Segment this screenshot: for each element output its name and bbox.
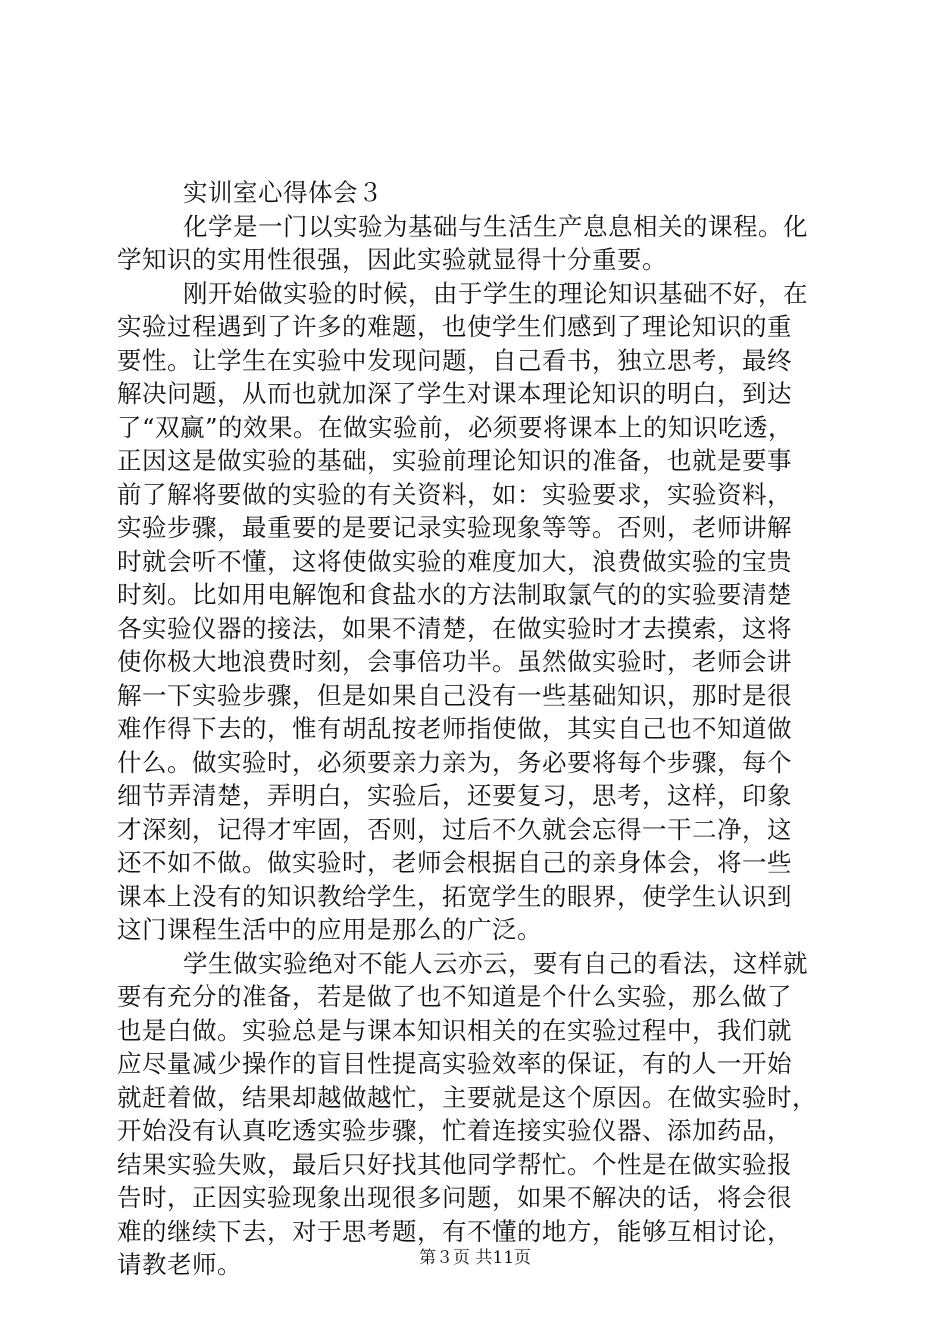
paragraph-line: 开始没有认真吃透实验步骤，忙着连接实验仪器、添加药品， [117, 1116, 792, 1145]
paragraph-line: 实验过程遇到了许多的难题，也使学生们感到了理论知识的重 [117, 312, 792, 341]
paragraph-line: 使你极大地浪费时刻，会事倍功半。虽然做实验时，老师会讲 [117, 647, 792, 676]
paragraph-line: 各实验仪器的接法，如果不清楚，在做实验时才去摸索，这将 [117, 613, 792, 643]
paragraph-line: 正因这是做实验的基础，实验前理论知识的准备，也就是要事 [117, 446, 792, 475]
paragraph-line: 实验步骤，最重要的是要记录实验现象等等。否则，老师讲解 [117, 513, 792, 542]
paragraph-line: 了“双赢”的效果。在做实验前，必须要将课本上的知识吃透， [117, 412, 794, 442]
paragraph-line: 应尽量减少操作的盲目性提高实验效率的保证，有的人一开始 [117, 1049, 792, 1078]
paragraph-1 [117, 210, 849, 277]
paragraph-line: 学生做实验绝对不能人云亦云，要有自己的看法，这样就 [183, 948, 808, 978]
paragraph-line: 还不如不做。做实验时，老师会根据自己的亲身体会，将一些 [117, 848, 792, 877]
paragraph-line: 细节弄清楚，弄明白，实验后，还要复习，思考，这样，印象 [117, 781, 792, 810]
page-number-footer: 第３页 共11页 [418, 1248, 532, 1268]
paragraph-line: 这门课程生活中的应用是那么的广泛。 [117, 915, 542, 944]
paragraph-line: 要性。让学生在实验中发现问题，自己看书，独立思考，最终 [117, 345, 792, 375]
paragraph-line: 时就会听不懂，这将使做实验的难度加大，浪费做实验的宝贵 [117, 546, 792, 576]
document-body [117, 176, 849, 1282]
paragraph-line: 解决问题，从而也就加深了学生对课本理论知识的明白，到达 [117, 379, 792, 408]
paragraph-line: 也是白做。实验总是与课本知识相关的在实验过程中，我们就 [117, 1015, 792, 1045]
paragraph-line: 告时，正因实验现象出现很多问题，如果不解决的话，将会很 [117, 1183, 792, 1212]
paragraph-line: 刚开始做实验的时候，由于学生的理论知识基础不好，在 [183, 278, 808, 308]
paragraph-line: 课本上没有的知识教给学生，拓宽学生的眼界，使学生认识到 [117, 881, 792, 911]
paragraph-line: 学知识的实用性很强，因此实验就显得十分重要。 [117, 245, 667, 274]
paragraph-line: 时刻。比如用电解饱和食盐水的方法制取氯气的的实验要清楚 [117, 580, 792, 609]
paragraph-line: 难的继续下去，对于思考题，有不懂的地方，能够互相讨论， [117, 1216, 792, 1246]
paragraph-line: 结果实验失败，最后只好找其他同学帮忙。个性是在做实验报 [117, 1149, 792, 1179]
paragraph-line: 要有充分的准备，若是做了也不知道是个什么实验，那么做了 [117, 982, 792, 1011]
paragraph-line: 解一下实验步骤，但是如果自己没有一些基础知识，那时是很 [117, 680, 792, 710]
paragraph-2 [117, 277, 849, 947]
paragraph-line: 就赶着做，结果却越做越忙，主要就是这个原因。在做实验时， [117, 1082, 817, 1112]
document-title: 实训室心得体会３ [183, 178, 383, 207]
paragraph-line: 才深刻，记得才牢固，否则，过后不久就会忘得一干二净，这 [117, 814, 792, 844]
paragraph-line: 化学是一门以实验为基础与生活生产息息相关的课程。化 [183, 211, 808, 241]
paragraph-3 [117, 947, 849, 1282]
paragraph-line: 难作得下去的，惟有胡乱按老师指使做，其实自己也不知道做 [117, 714, 792, 743]
paragraph-line: 什么。做实验时，必须要亲力亲为，务必要将每个步骤，每个 [117, 747, 792, 777]
paragraph-line: 请教老师。 [117, 1250, 242, 1279]
paragraph-line: 前了解将要做的实验的有关资料，如：实验要求，实验资料， [117, 479, 792, 509]
